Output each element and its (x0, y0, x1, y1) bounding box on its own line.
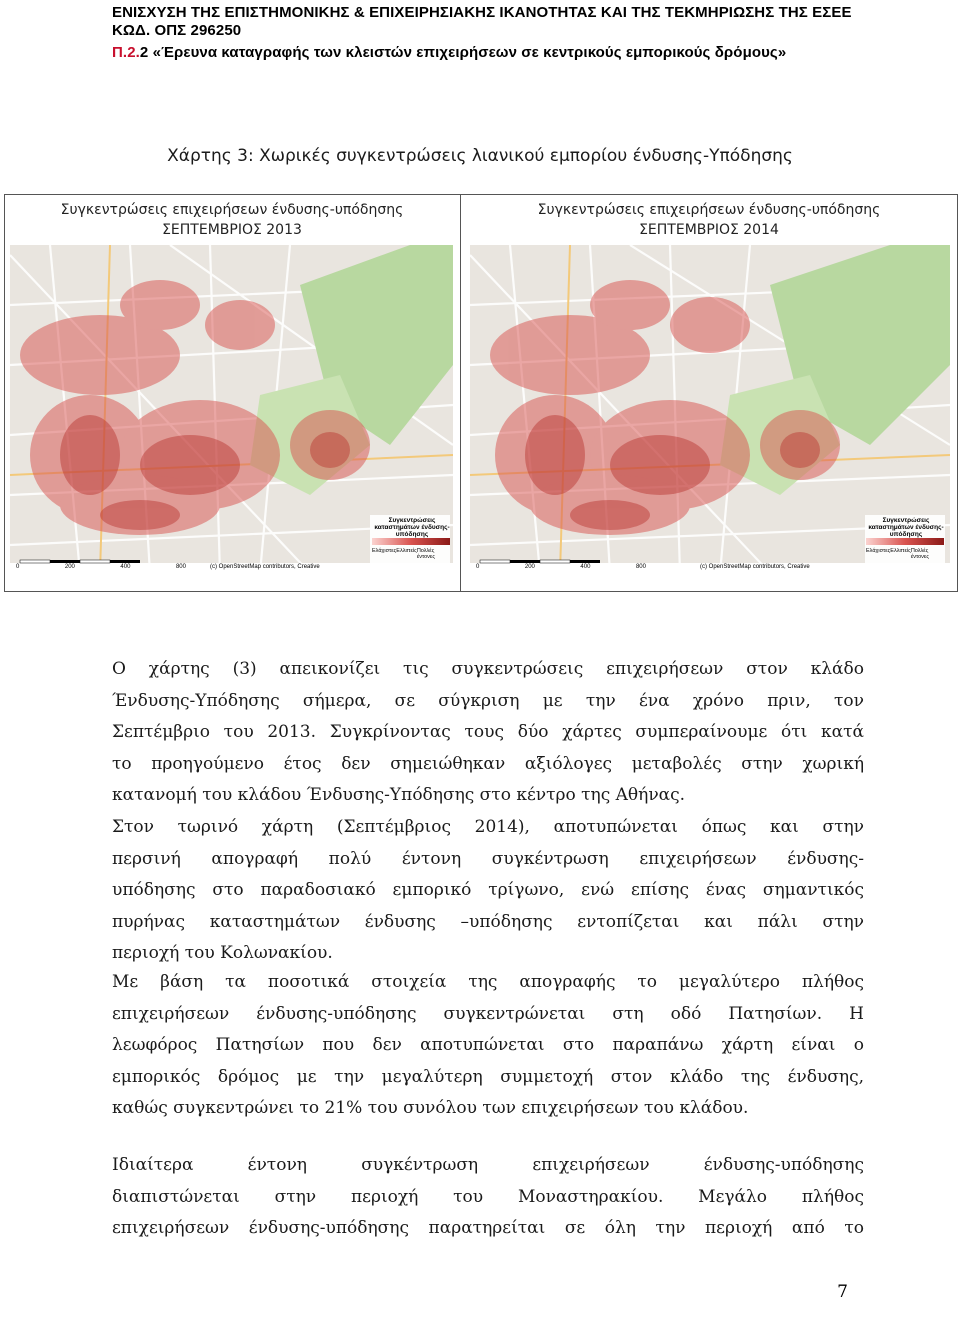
map-title-2013 (6, 200, 458, 240)
heatmap-2014 (470, 245, 950, 573)
scale-labels-2014 (476, 564, 646, 570)
scale-labels-2013 (16, 564, 186, 570)
paragraph-3 (112, 967, 864, 1125)
legend-label: Ελάχιστες (372, 548, 397, 554)
header-line-1: ΕΝΙΣΧΥΣΗ ΤΗΣ ΕΠΙΣΤΗΜΟΝΙΚΗΣ & ΕΠΙΧΕΙΡΗΣΙΑΚΗΣ ΙΚΑΝΟΤΗΤΑΣ ΚΑΙ ΤΗΣ ΤΕΚΜΗΡΙΩΣΗΣ ΤΗΣ ΕΣΕΕ (112, 4, 852, 21)
paragraph-line: Σεπτέμβριο του 2013. Συγκρίνοντας τους δύο χάρτες συμπεραίνουμε ότι κατά (112, 722, 864, 742)
paragraph-line: διαπιστώνεται στην περιοχή του Μοναστηρακίου. Μεγάλο πλήθος (112, 1186, 864, 1207)
map-title-2014-line1: Συγκεντρώσεις επιχειρήσεων ένδυσης-υπόδησης (537, 202, 881, 218)
legend-labels-2013 (372, 548, 452, 560)
map-divider (460, 194, 461, 592)
paragraph-line: Ο χάρτης (3) απεικονίζει τις συγκεντρώσεις επιχειρήσεων στον κλάδο (112, 659, 864, 679)
paragraph-line: υπόδησης στο παραδοσιακό εμπορικό τρίγωνο, ενώ επίσης ένας σημαντικός (112, 880, 864, 900)
header-line-3-prefix: Π.2. (112, 44, 140, 61)
scale-label: 800 (175, 564, 186, 570)
paragraph-line: Ένδυσης-Υπόδησης σήμερα, σε σύγκριση με την ένα χρόνο πριν, τον (112, 690, 864, 711)
map-title-2014-line2: ΣΕΠΤΕΜΒΡΙΟΣ 2014 (639, 222, 779, 238)
paragraph-line: επιχειρήσεων ένδυσης-υπόδησης συγκεντρώνεται στη οδό Πατησίων. Η (112, 1003, 864, 1024)
paragraph-line: Στον τωρινό χάρτη (Σεπτέμβριος 2014), αποτυπώνεται όπως και στην (112, 817, 864, 837)
legend-title-2014: Συγκεντρώσεις καταστημάτων ένδυσης-υπόδησης (868, 517, 944, 538)
scale-label: 200 (524, 564, 535, 570)
paragraph-line: το προηγούμενο έτος δεν σημειώθηκαν αξιόλογες μεταβολές στην χωρική (112, 753, 864, 774)
scale-label: 800 (635, 564, 646, 570)
map-title-2014 (462, 200, 956, 240)
map-title-2013-line1: Συγκεντρώσεις επιχειρήσεων ένδυσης-υπόδησης (60, 202, 404, 218)
attribution-2014: (c) OpenStreetMap contributors, Creative (700, 564, 810, 570)
header-line-3 (112, 44, 786, 62)
paragraph-4 (112, 1150, 864, 1245)
scale-label: 400 (580, 564, 591, 570)
map-title-2013-line2: ΣΕΠΤΕΜΒΡΙΟΣ 2013 (162, 222, 302, 238)
header-line-2: ΚΩΔ. ΟΠΣ 296250 (112, 22, 242, 39)
legend-title-2013: Συγκεντρώσεις καταστημάτων ένδυσης-υπόδησης (374, 517, 450, 538)
legend-labels-2014 (866, 548, 946, 560)
paragraph-line: Ιδιαίτερα έντονη συγκέντρωση επιχειρήσεων ένδυσης-υπόδησης (112, 1155, 864, 1175)
legend-label: Ελάχιστες (866, 548, 891, 554)
paragraph-line: περσινή απογραφή πολύ έντονη συγκέντρωση επιχειρήσεων ένδυσης- (112, 848, 864, 869)
paragraph-2 (112, 812, 864, 970)
heatmap-2013 (10, 245, 453, 573)
paragraph-line: καθώς συγκεντρώνει το 21% του συνόλου των επιχειρήσεων του κλάδου. (112, 1098, 749, 1118)
paragraph-line: κατανομή του κλάδου Ένδυσης-Υπόδησης στο κέντρο της Αθήνας. (112, 785, 686, 805)
paragraph-line: επιχειρήσεων ένδυσης-υπόδησης παρατηρείται σε όλη την περιοχή από το (112, 1218, 864, 1238)
scale-label: 0 (16, 564, 20, 570)
legend-label: Πολλές έντονες (416, 548, 436, 560)
scale-label: 400 (120, 564, 131, 570)
paragraph-1 (112, 654, 864, 812)
figure-caption: Χάρτης 3: Χωρικές συγκεντρώσεις λιανικού εμπορίου ένδυσης-Υπόδησης (167, 146, 793, 166)
paragraph-line: εμπορικός δρόμος με την μεγαλύτερη συμμετοχή στον κλάδο της ένδυσης, (112, 1066, 864, 1087)
paragraph-line: λεωφόρος Πατησίων που δεν αποτυπώνεται στο παραπάνω χάρτη είναι ο (112, 1035, 864, 1055)
attribution-2013: (c) OpenStreetMap contributors, Creative (210, 564, 320, 570)
legend-gradient-2014 (866, 538, 944, 545)
page-number: 7 (837, 1282, 848, 1302)
scale-label: 200 (64, 564, 75, 570)
legend-label: Ελλιπείς (396, 548, 417, 554)
paragraph-line: πυρήνας καταστημάτων ένδυσης –υπόδησης εντοπίζεται και πάλι στην (112, 911, 864, 932)
paragraph-line: περιοχή του Κολωνακίου. (112, 943, 333, 963)
legend-label: Πολλές έντονες (910, 548, 930, 560)
paragraph-line: Με βάση τα ποσοτικά στοιχεία της απογραφής το μεγαλύτερο πλήθος (112, 972, 864, 992)
header-line-3-rest: 2 «Έρευνα καταγραφής των κλειστών επιχειρήσεων σε κεντρικούς εμπορικούς δρόμους» (139, 44, 787, 61)
scale-label: 0 (476, 564, 480, 570)
legend-label: Ελλιπείς (890, 548, 911, 554)
legend-gradient-2013 (372, 538, 450, 545)
